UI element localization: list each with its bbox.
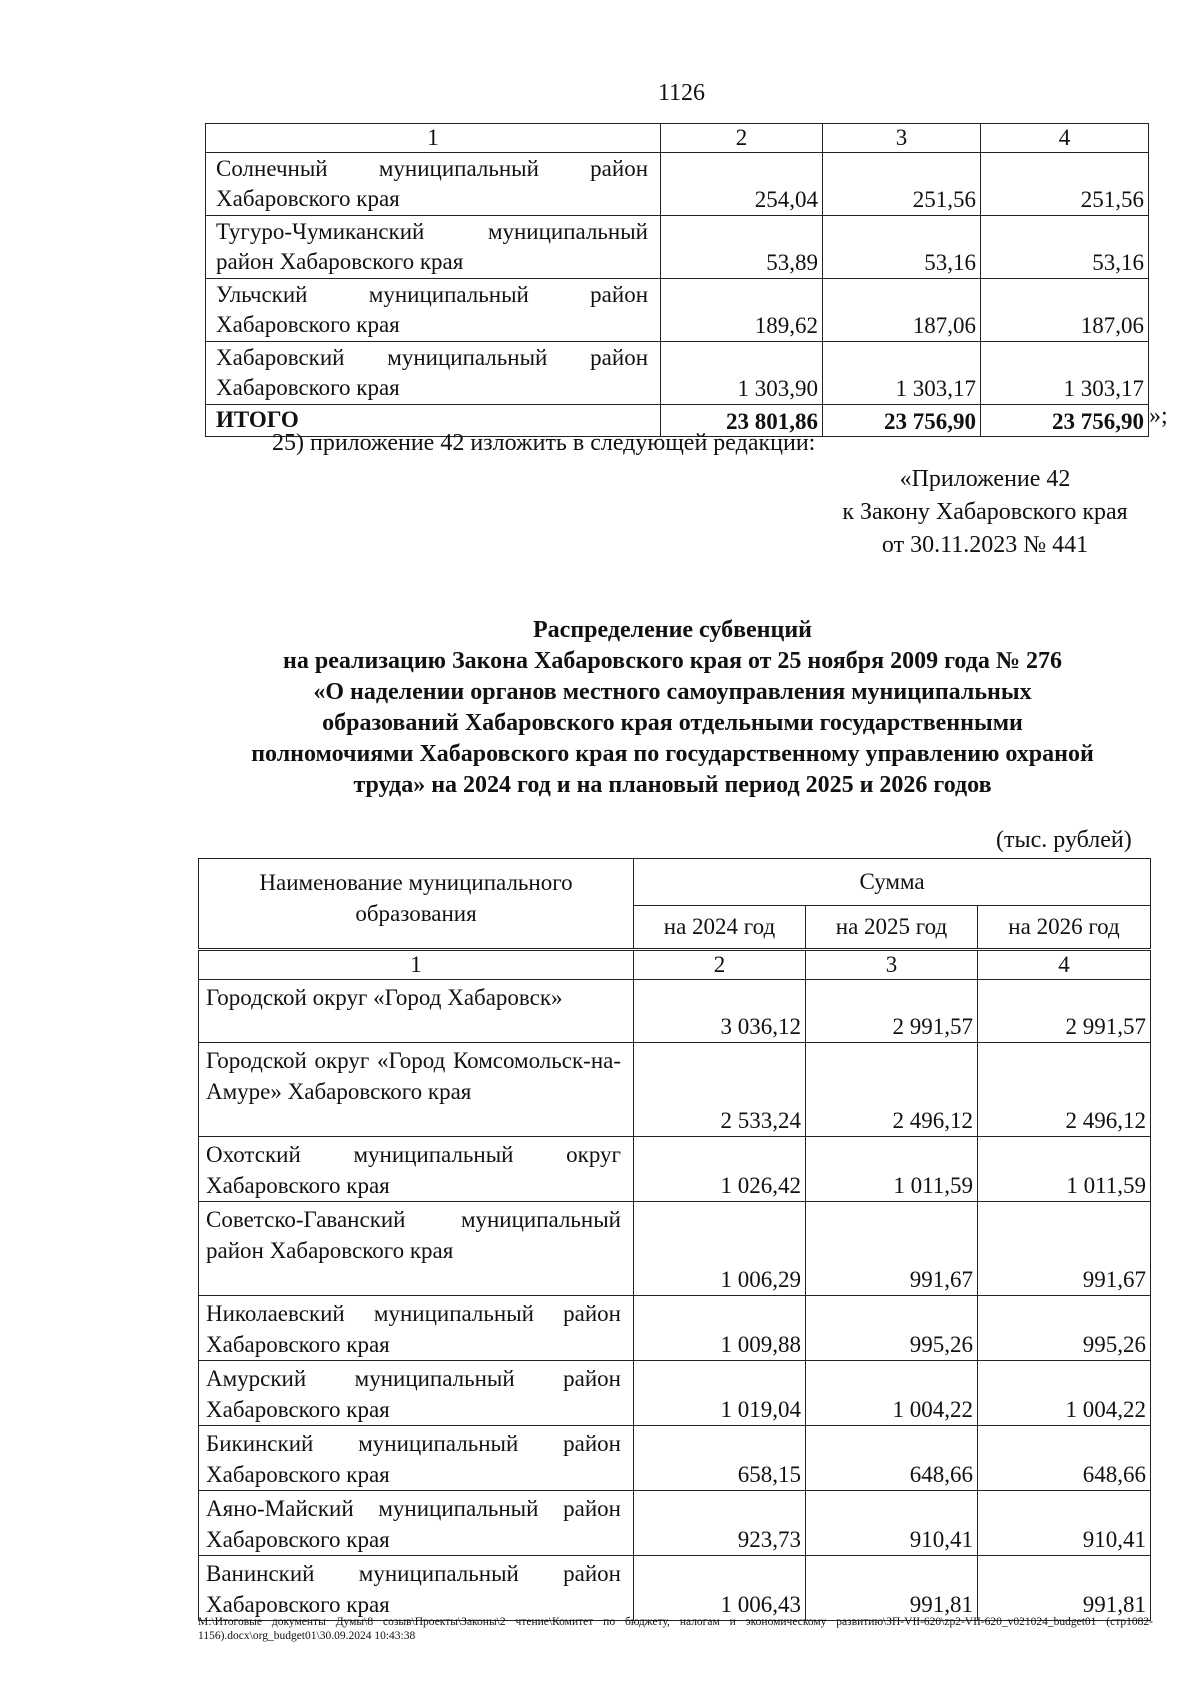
table-row — [199, 1137, 1151, 1202]
value-2024: 658,15 — [634, 1426, 806, 1491]
table-row — [206, 342, 1149, 405]
value-2025: 53,16 — [823, 216, 981, 279]
value-2026: 991,81 — [978, 1556, 1151, 1621]
municipality-name: Амурский муниципальный район Хабаровского края — [199, 1361, 634, 1426]
value-2025: 1 303,17 — [823, 342, 981, 405]
year-2026-header: на 2026 год — [978, 906, 1151, 949]
value-2024: 1 026,42 — [634, 1137, 806, 1202]
appendix-line: от 30.11.2023 № 441 — [881, 532, 1089, 558]
distribution-table — [198, 950, 1151, 1621]
document-title — [200, 615, 1145, 801]
municipality-name: Городской округ «Город Хабаровск» — [199, 980, 634, 1043]
title-line: образований Хабаровского края отдельными государственными — [322, 710, 1023, 736]
value-2025: 187,06 — [823, 279, 981, 342]
total-2026: 23 756,90 — [981, 405, 1149, 437]
value-2025: 648,66 — [806, 1426, 978, 1491]
value-2024: 1 006,29 — [634, 1202, 806, 1296]
value-2026: 648,66 — [978, 1426, 1151, 1491]
value-2026: 251,56 — [981, 153, 1149, 216]
value-2025: 991,81 — [806, 1556, 978, 1621]
value-2024: 1 019,04 — [634, 1361, 806, 1426]
column-number-4: 4 — [981, 124, 1149, 153]
column-number-2: 2 — [634, 951, 806, 980]
municipality-name: Советско-Гаванский муниципальный район Хабаровского края — [199, 1202, 634, 1296]
municipality-name: Аяно-Майский муниципальный район Хабаровского края — [199, 1491, 634, 1556]
value-2026: 1 004,22 — [978, 1361, 1151, 1426]
value-2024: 2 533,24 — [634, 1043, 806, 1137]
table-row — [199, 1361, 1151, 1426]
page-number: 1126 — [657, 80, 706, 106]
unit-label: (тыс. рублей) — [996, 827, 1132, 853]
column-number-2: 2 — [661, 124, 823, 153]
title-line: полномочиями Хабаровского края по государственному управлению охраной — [251, 741, 1094, 767]
table-row — [199, 1491, 1151, 1556]
title-line: на реализацию Закона Хабаровского края от 25 ноября 2009 года № 276 — [283, 648, 1062, 674]
column-number-1: 1 — [206, 124, 661, 153]
value-2026: 991,67 — [978, 1202, 1151, 1296]
value-2025: 251,56 — [823, 153, 981, 216]
municipality-name: Охотский муниципальный округ Хабаровского края — [199, 1137, 634, 1202]
value-2024: 1 303,90 — [661, 342, 823, 405]
column-number-row — [199, 951, 1151, 980]
value-2024: 189,62 — [661, 279, 823, 342]
value-2026: 2 991,57 — [978, 980, 1151, 1043]
municipality-name: Ванинский муниципальный район Хабаровского края — [199, 1556, 634, 1621]
appendix-reference — [820, 463, 1150, 562]
sum-header: Сумма — [634, 859, 1151, 906]
municipality-name: Солнечный муниципальный район Хабаровского края — [206, 153, 661, 216]
year-2025-header: на 2025 год — [806, 906, 978, 949]
value-2025: 1 011,59 — [806, 1137, 978, 1202]
file-path-footer: M:\Итоговые документы Думы\8 созыв\Проекты\Законы\2 чтение\Комитет по бюджету, налогам и экономическому развитию\ЗП-VII-620\zp2-VII-620_v021024_budget01 (стр1082-1156).docx\org_budget01\30.09.2024 10:43:38 — [198, 1616, 1153, 1642]
municipality-name: Тугуро-Чумиканский муниципальный район Хабаровского края — [206, 216, 661, 279]
column-number-4: 4 — [978, 951, 1151, 980]
year-2024-header: на 2024 год — [634, 906, 806, 949]
value-2024: 1 006,43 — [634, 1556, 806, 1621]
table-row — [199, 980, 1151, 1043]
municipality-name: Николаевский муниципальный район Хабаровского края — [199, 1296, 634, 1361]
value-2024: 1 009,88 — [634, 1296, 806, 1361]
title-line: «О наделении органов местного самоуправления муниципальных — [313, 679, 1032, 705]
total-label: ИТОГО — [206, 405, 661, 437]
value-2026: 910,41 — [978, 1491, 1151, 1556]
municipality-name: Бикинский муниципальный район Хабаровского края — [199, 1426, 634, 1491]
value-2026: 1 303,17 — [981, 342, 1149, 405]
municipality-name: Городской округ «Город Комсомольск-на-Амуре» Хабаровского края — [199, 1043, 634, 1137]
table-header-row — [206, 124, 1149, 153]
total-2024: 23 801,86 — [661, 405, 823, 437]
value-2026: 2 496,12 — [978, 1043, 1151, 1137]
value-2026: 1 011,59 — [978, 1137, 1151, 1202]
column-number-1: 1 — [199, 951, 634, 980]
table-continuation — [205, 123, 1149, 437]
value-2024: 3 036,12 — [634, 980, 806, 1043]
value-2025: 2 991,57 — [806, 980, 978, 1043]
total-2025: 23 756,90 — [823, 405, 981, 437]
table-row — [206, 279, 1149, 342]
table-row — [206, 216, 1149, 279]
value-2025: 991,67 — [806, 1202, 978, 1296]
value-2024: 254,04 — [661, 153, 823, 216]
value-2026: 53,16 — [981, 216, 1149, 279]
column-number-3: 3 — [806, 951, 978, 980]
closing-quote: »; — [1149, 403, 1168, 429]
value-2024: 53,89 — [661, 216, 823, 279]
appendix-line: к Закону Хабаровского края — [842, 499, 1128, 525]
municipality-name: Хабаровский муниципальный район Хабаровского края — [206, 342, 661, 405]
value-2025: 910,41 — [806, 1491, 978, 1556]
value-2025: 2 496,12 — [806, 1043, 978, 1137]
table-row — [206, 153, 1149, 216]
table-row — [199, 1556, 1151, 1621]
title-line: труда» на 2024 год и на плановый период 2025 и 2026 годов — [353, 772, 992, 798]
table-row — [199, 1426, 1151, 1491]
value-2026: 995,26 — [978, 1296, 1151, 1361]
value-2025: 995,26 — [806, 1296, 978, 1361]
municipality-name: Ульчский муниципальный район Хабаровского края — [206, 279, 661, 342]
title-line: Распределение субвенций — [533, 617, 812, 643]
header-row — [199, 859, 1151, 906]
value-2024: 923,73 — [634, 1491, 806, 1556]
table-row — [199, 1202, 1151, 1296]
name-column-header: Наименование муниципального образования — [199, 859, 634, 949]
value-2026: 187,06 — [981, 279, 1149, 342]
table-row — [199, 1296, 1151, 1361]
value-2025: 1 004,22 — [806, 1361, 978, 1426]
amendment-text: 25) приложение 42 изложить в следующей редакции: — [272, 430, 816, 456]
column-number-3: 3 — [823, 124, 981, 153]
distribution-table-header — [198, 858, 1151, 949]
appendix-line: «Приложение 42 — [899, 466, 1071, 492]
table-row — [199, 1043, 1151, 1137]
